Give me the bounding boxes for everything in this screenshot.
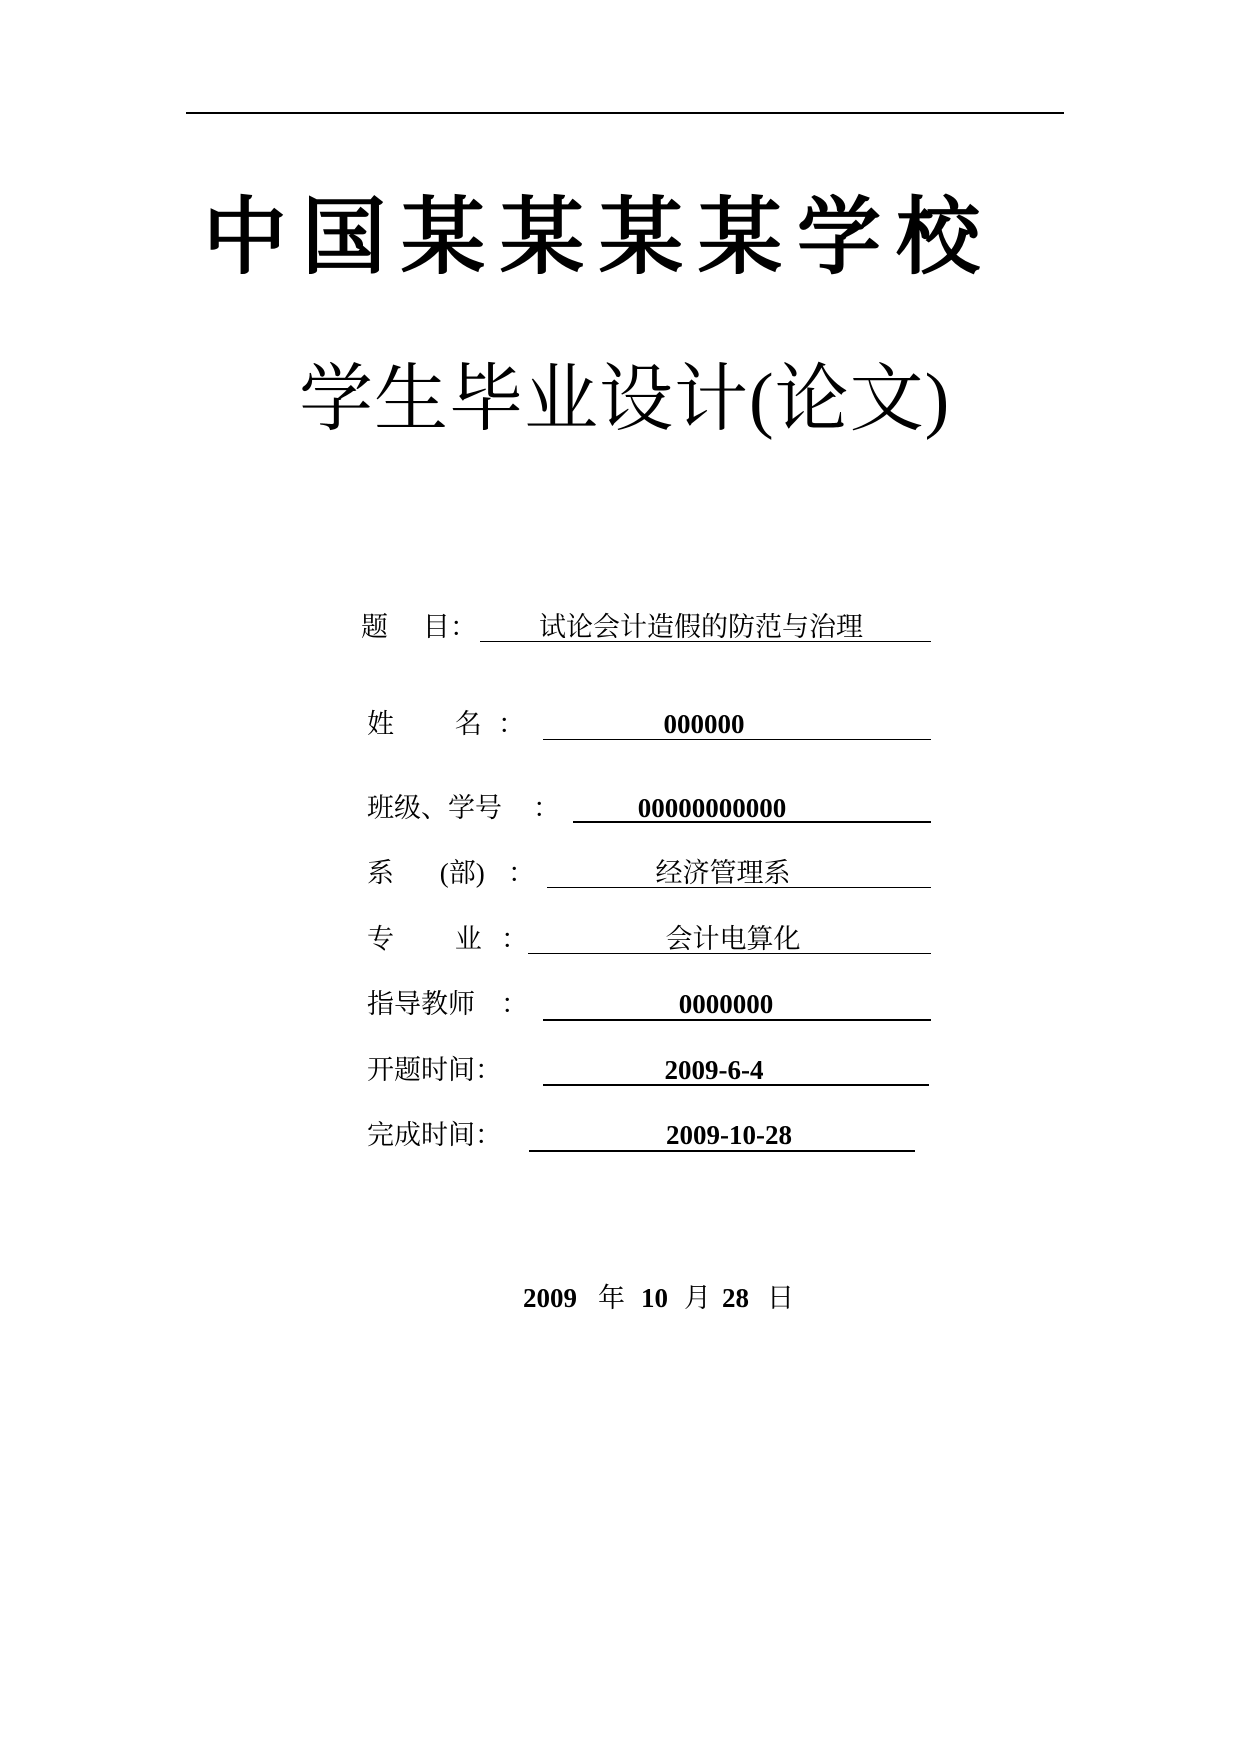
name-underline: [543, 739, 931, 740]
start-date-value: 2009-6-4: [664, 1055, 764, 1085]
start-date-label: 开题时间: [367, 1055, 475, 1085]
name-label: 姓 名: [367, 709, 482, 739]
class-id-label: 班级、学号: [367, 793, 502, 823]
department-value: 经济管理系: [655, 858, 791, 888]
date-year-unit: 年: [598, 1283, 625, 1313]
name-value: 000000: [663, 709, 745, 739]
school-name: 中国某某某某学校: [203, 187, 996, 286]
date-year: 2009: [523, 1283, 577, 1313]
department-colon: ：: [508, 858, 535, 888]
start-date-underline: [543, 1084, 929, 1086]
topic-value: 试论会计造假的防范与治理: [539, 612, 863, 642]
completion-date-colon: ：: [475, 1120, 502, 1150]
date-day-unit: 日: [767, 1283, 794, 1313]
department-label: 系 (部): [367, 858, 485, 888]
class-id-value: 00000000000: [637, 793, 787, 823]
advisor-underline: [543, 1019, 931, 1021]
class-id-colon: ：: [533, 793, 560, 823]
major-value: 会计电算化: [665, 924, 801, 954]
date-month-unit: 月: [684, 1283, 711, 1313]
header-rule: [186, 112, 1064, 114]
completion-date-value: 2009-10-28: [666, 1120, 792, 1150]
advisor-value: 0000000: [678, 989, 774, 1019]
major-underline: [528, 953, 931, 954]
advisor-label: 指导教师: [367, 989, 475, 1019]
cover-date: [496, 1250, 794, 1346]
document-title: 学生毕业设计(论文): [299, 359, 951, 441]
major-label: 专 业: [367, 924, 482, 954]
name-colon: ：: [498, 709, 525, 739]
department-underline: [547, 887, 931, 888]
start-date-colon: ：: [475, 1055, 502, 1085]
date-month: 10: [641, 1283, 668, 1313]
topic-label: 题 目: [361, 612, 450, 642]
class-id-underline: [573, 821, 931, 823]
completion-date-label: 完成时间: [367, 1120, 475, 1150]
date-day: 28: [722, 1283, 749, 1313]
major-colon: ：: [501, 924, 528, 954]
topic-colon: ：: [450, 612, 477, 642]
advisor-colon: ：: [501, 989, 528, 1019]
topic-underline: [480, 641, 931, 642]
completion-date-underline: [529, 1150, 915, 1152]
